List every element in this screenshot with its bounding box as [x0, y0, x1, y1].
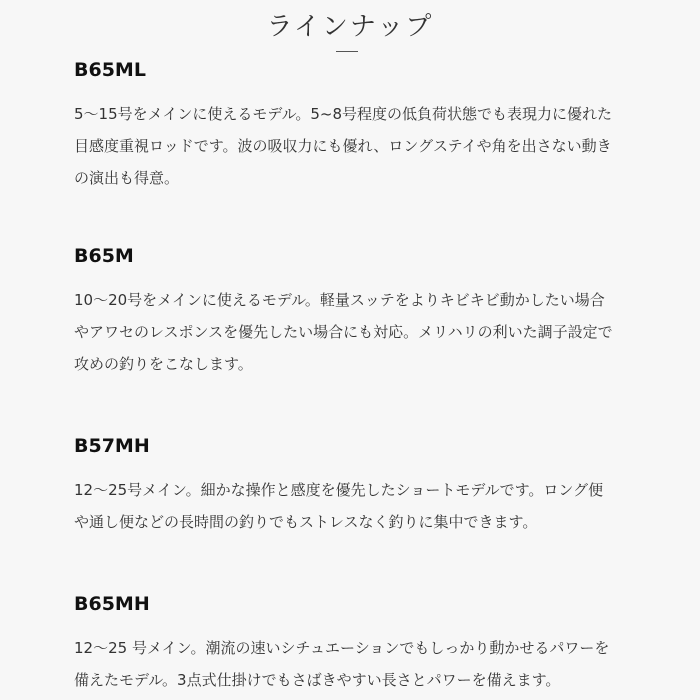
page-title: ラインナップ	[266, 12, 434, 42]
description-line: や通し便などの長時間の釣りでもストレスなく釣りに集中できます。	[74, 513, 538, 531]
description-line: やアワセのレスポンスを優先したい場合にも対応。メリハリの利いた調子設定で	[74, 323, 613, 341]
model-section-b65mh	[74, 592, 664, 696]
model-section-b57mh	[74, 434, 664, 538]
model-description	[74, 284, 664, 380]
model-description	[74, 98, 664, 194]
description-line: 5～15号をメインに使えるモデル。5~8号程度の低負荷状態でも表現力に優れた	[74, 105, 613, 123]
model-description	[74, 474, 664, 538]
model-name: B65ML	[74, 59, 146, 81]
description-line: 12～25 号メイン。潮流の速いシチュエーションでもしっかり動かせるパワーを	[74, 639, 610, 657]
description-line: 12～25号メイン。細かな操作と感度を優先したショートモデルです。ロング便	[74, 481, 604, 499]
model-section-b65ml	[74, 58, 664, 194]
model-description	[74, 632, 664, 696]
model-section-b65m	[74, 244, 664, 380]
description-line: 10～20号をメインに使えるモデル。軽量スッテをよりキビキビ動かしたい場合	[74, 291, 605, 309]
description-line: 攻めの釣りをこなします。	[74, 355, 253, 373]
description-line: 備えたモデル。3点式仕掛けでもさばきやすい長さとパワーを備えます。	[74, 671, 561, 689]
model-name: B65M	[74, 245, 134, 267]
title-divider	[336, 51, 358, 52]
description-line: 目感度重視ロッドです。波の吸収力にも優れ、ロングステイや角を出さない動き	[74, 137, 612, 155]
model-name: B65MH	[74, 593, 150, 615]
description-line: の演出も得意。	[74, 169, 180, 187]
model-name: B57MH	[74, 435, 150, 457]
